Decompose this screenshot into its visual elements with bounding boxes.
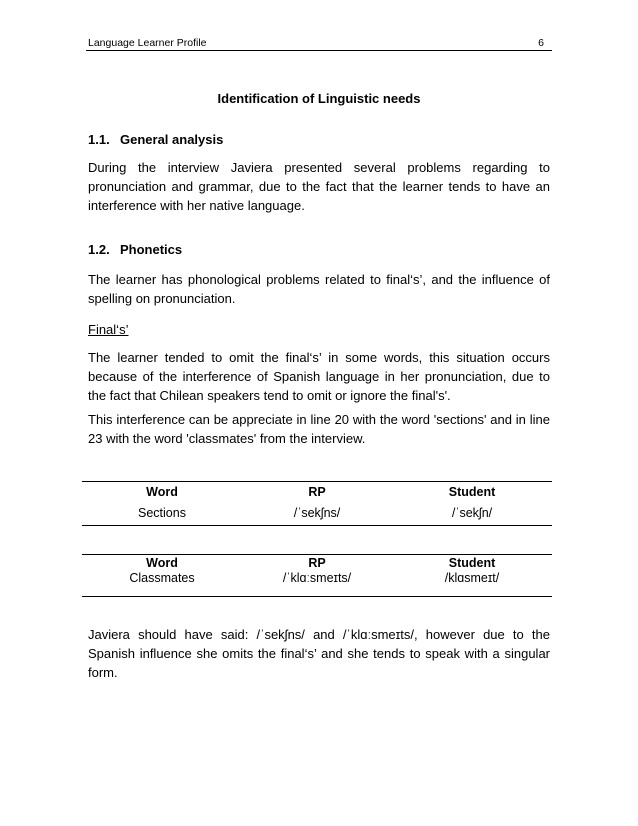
header-title: Language Learner Profile xyxy=(88,37,207,49)
section-number: 1.1. xyxy=(88,132,110,147)
section-title: General analysis xyxy=(120,132,224,147)
cell-rp: /ˈklɑːsmeɪts/ xyxy=(282,570,352,585)
table-header-row xyxy=(82,482,552,502)
paragraph-general-analysis: During the interview Javiera presented several problems regarding to pronunciation and grammar, due to the fact that the learner tends to have an interference with her native language. xyxy=(88,160,550,213)
column-header-rp: RP xyxy=(308,555,326,570)
column-header-word: Word xyxy=(146,484,178,499)
cell-student: /ˈsekʃn/ xyxy=(451,506,493,521)
column-header-student: Student xyxy=(448,484,496,499)
section-heading-phonetics xyxy=(88,242,182,257)
table-row xyxy=(82,571,552,597)
subheading-final-s: Final‘s’ xyxy=(88,322,129,337)
cell-word: Sections xyxy=(138,506,186,521)
section-heading-general-analysis xyxy=(88,132,223,147)
cell-word: Classmates xyxy=(129,570,195,585)
paragraph-conclusion: Javiera should have said: /ˈsekʃns/ and /ˈklɑːsmeɪts/, however due to the Spanish influence she omits the final‘s’ and she tends to speak with a singular form. xyxy=(88,627,550,680)
section-title: Phonetics xyxy=(120,242,183,257)
section-number: 1.2. xyxy=(88,242,110,257)
table-row xyxy=(82,502,552,526)
running-header xyxy=(86,36,552,51)
ipa-table-sections xyxy=(82,481,552,526)
document-title: Identification of Linguistic needs xyxy=(217,91,421,106)
table-header-row xyxy=(82,555,552,571)
ipa-table-classmates xyxy=(82,554,552,597)
column-header-word: Word xyxy=(146,555,178,570)
cell-student: /klɑsmeɪt/ xyxy=(444,570,500,585)
paragraph-interference-lines: This interference can be appreciate in line 20 with the word 'sections' and in line 23 with the word 'classmates' from the interview. xyxy=(88,412,550,446)
cell-rp: /ˈsekʃns/ xyxy=(293,506,341,521)
paragraph-omit-final-s: The learner tended to omit the final‘s’ in some words, this situation occurs because of the interference of Spanish language in her pronunciation, due to the fact that Chilean speakers tend to omit or ignore the final's'. xyxy=(88,350,550,403)
column-header-rp: RP xyxy=(308,484,326,499)
column-header-student: Student xyxy=(448,555,496,570)
paragraph-phonetics: The learner has phonological problems related to final‘s’, and the influence of spelling on pronunciation. xyxy=(88,272,550,306)
page-number: 6 xyxy=(538,37,544,49)
